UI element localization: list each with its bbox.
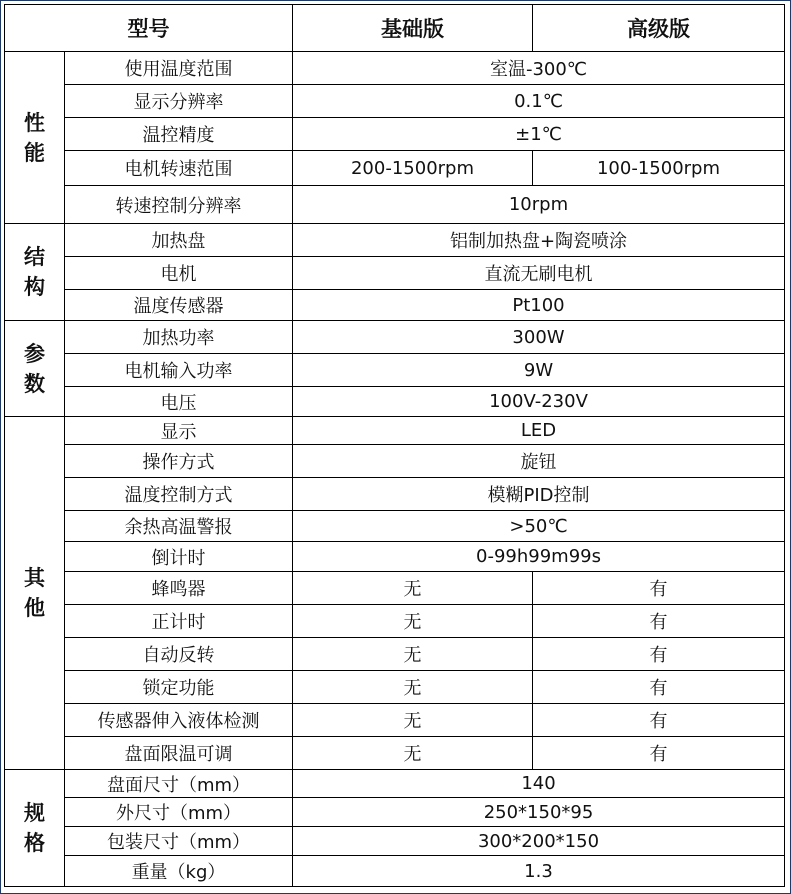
table-row (5, 445, 785, 478)
header-advanced: 高级版 (533, 5, 785, 52)
row-attr: 盘面尺寸（mm） (65, 770, 293, 798)
row-value: 10rpm (293, 186, 785, 224)
group-char: 他 (24, 596, 45, 620)
row-value: 100V-230V (293, 387, 785, 417)
table-row (5, 671, 785, 704)
table-row (5, 85, 785, 118)
table-row (5, 417, 785, 445)
row-attr: 包装尺寸（mm） (65, 827, 293, 856)
table-row (5, 511, 785, 542)
row-value: 300W (293, 321, 785, 354)
group-char: 构 (24, 275, 45, 299)
table-row (5, 151, 785, 186)
row-attr: 倒计时 (65, 542, 293, 572)
row-value: 140 (293, 770, 785, 798)
group-other (5, 417, 65, 770)
table-row (5, 638, 785, 671)
row-value-advanced: 有 (533, 638, 785, 671)
row-value: 模糊PID控制 (293, 478, 785, 511)
table-row (5, 770, 785, 798)
row-value-advanced: 有 (533, 737, 785, 770)
row-attr: 转速控制分辨率 (65, 186, 293, 224)
row-attr: 操作方式 (65, 445, 293, 478)
table-row (5, 290, 785, 321)
group-char: 结 (24, 245, 45, 269)
row-value: 250*150*95 (293, 798, 785, 827)
row-attr: 传感器伸入液体检测 (65, 704, 293, 737)
row-attr: 温度传感器 (65, 290, 293, 321)
group-char: 其 (24, 566, 45, 590)
row-attr: 重量（kg） (65, 856, 293, 887)
table-row (5, 224, 785, 257)
row-attr: 电机输入功率 (65, 354, 293, 387)
row-value: >50℃ (293, 511, 785, 542)
row-attr: 温控精度 (65, 118, 293, 151)
row-attr: 电机 (65, 257, 293, 290)
header-row (5, 5, 785, 52)
row-attr: 蜂鸣器 (65, 572, 293, 605)
row-value-basic: 200-1500rpm (293, 151, 533, 186)
row-attr: 电压 (65, 387, 293, 417)
table-row (5, 798, 785, 827)
table-row (5, 52, 785, 85)
row-value: Pt100 (293, 290, 785, 321)
group-parameters (5, 321, 65, 417)
row-attr: 显示 (65, 417, 293, 445)
row-value-basic: 无 (293, 671, 533, 704)
row-value-advanced: 有 (533, 671, 785, 704)
row-value: 1.3 (293, 856, 785, 887)
row-value: 300*200*150 (293, 827, 785, 856)
table-row (5, 605, 785, 638)
row-attr: 使用温度范围 (65, 52, 293, 85)
row-value: 0-99h99m99s (293, 542, 785, 572)
table-row (5, 186, 785, 224)
table-row (5, 354, 785, 387)
row-value: 9W (293, 354, 785, 387)
row-value: 直流无刷电机 (293, 257, 785, 290)
row-attr: 自动反转 (65, 638, 293, 671)
row-value-advanced: 有 (533, 605, 785, 638)
header-model: 型号 (5, 5, 293, 52)
row-attr: 外尺寸（mm） (65, 798, 293, 827)
row-value: 旋钮 (293, 445, 785, 478)
row-attr: 加热盘 (65, 224, 293, 257)
group-specification (5, 770, 65, 887)
group-char: 能 (24, 140, 45, 165)
row-attr: 显示分辨率 (65, 85, 293, 118)
row-value-advanced: 有 (533, 704, 785, 737)
row-attr: 盘面限温可调 (65, 737, 293, 770)
row-attr: 余热高温警报 (65, 511, 293, 542)
table-row (5, 478, 785, 511)
spec-table (4, 4, 785, 887)
table-row (5, 542, 785, 572)
row-value-advanced: 有 (533, 572, 785, 605)
row-value-basic: 无 (293, 572, 533, 605)
row-value-advanced: 100-1500rpm (533, 151, 785, 186)
table-row (5, 572, 785, 605)
row-value: 铝制加热盘+陶瓷喷涂 (293, 224, 785, 257)
row-value-basic: 无 (293, 605, 533, 638)
row-attr: 锁定功能 (65, 671, 293, 704)
table-row (5, 704, 785, 737)
row-attr: 温度控制方式 (65, 478, 293, 511)
row-value-basic: 无 (293, 638, 533, 671)
group-char: 格 (24, 831, 45, 855)
group-structure (5, 224, 65, 321)
row-value: LED (293, 417, 785, 445)
table-row (5, 856, 785, 887)
row-value: 室温-300℃ (293, 52, 785, 85)
row-attr: 电机转速范围 (65, 151, 293, 186)
group-char: 数 (24, 371, 45, 396)
row-value: 0.1℃ (293, 85, 785, 118)
row-value-basic: 无 (293, 704, 533, 737)
row-attr: 正计时 (65, 605, 293, 638)
group-performance (5, 52, 65, 224)
table-row (5, 387, 785, 417)
table-row (5, 118, 785, 151)
table-row (5, 827, 785, 856)
group-char: 性 (24, 110, 45, 135)
group-char: 参 (24, 341, 45, 366)
row-value-basic: 无 (293, 737, 533, 770)
row-value: ±1℃ (293, 118, 785, 151)
row-attr: 加热功率 (65, 321, 293, 354)
table-row (5, 737, 785, 770)
table-row (5, 257, 785, 290)
header-basic: 基础版 (293, 5, 533, 52)
group-char: 规 (24, 801, 45, 825)
table-row (5, 321, 785, 354)
